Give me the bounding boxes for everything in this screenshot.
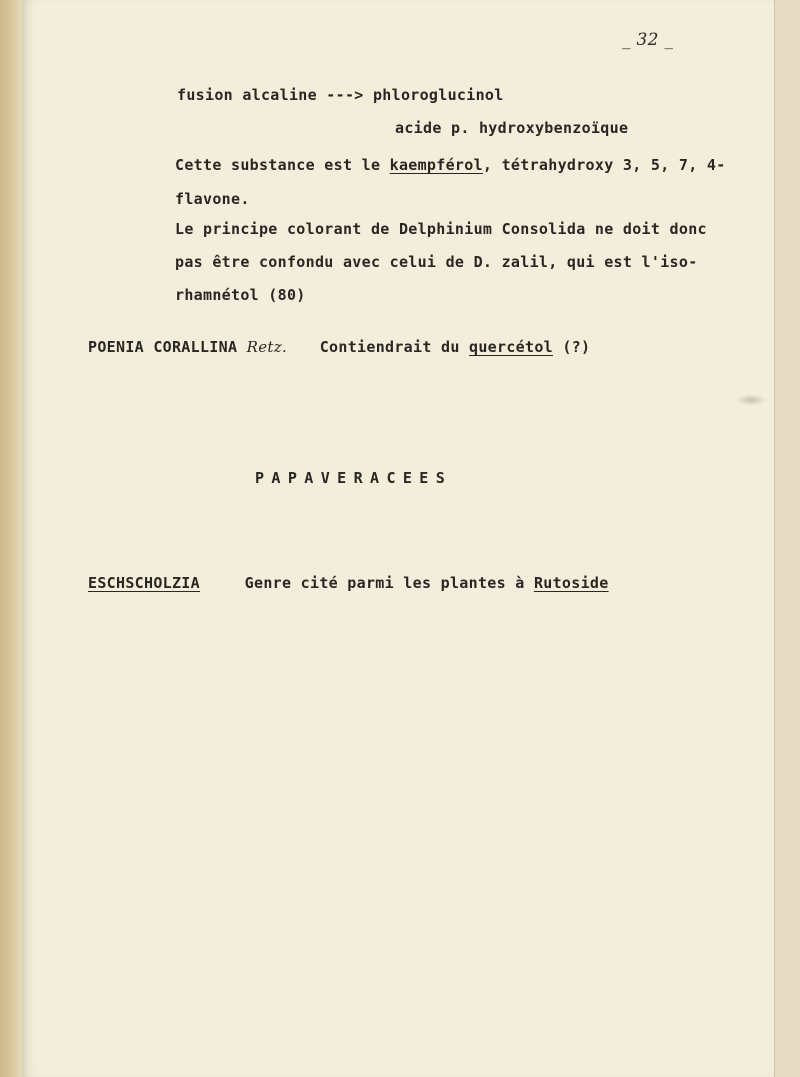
poenia-name: POENIA CORALLINA [88,338,238,356]
page-number: _ 32 _ [622,30,674,50]
rutoside-term: Rutoside [533,574,609,592]
text-line-fusion: fusion alcaline ---> phloroglucinol [177,86,504,104]
entry-poenia [88,338,590,356]
text-line-principe: Le principe colorant de Delphinium Consolida ne doit donc [175,220,707,238]
binding-spine [0,0,22,1077]
text-line-acide: acide p. hydroxybenzoïque [395,119,629,137]
cette-text-post: , tétrahydroxy 3, 5, 7, 4- [482,156,726,174]
ink-smudge [736,394,766,406]
entry-eschscholzia [88,574,609,592]
poenia-text-pre: Contiendrait du [319,338,469,356]
poenia-text-post: (?) [552,338,591,356]
text-line-rhamnetol: rhamnétol (80) [175,286,306,304]
poenia-author: Retz. [246,338,288,356]
text-line-flavone: flavone. [175,190,250,208]
eschscholzia-name: ESCHSCHOLZIA [88,574,200,592]
text-line-pas: pas être confondu avec celui de D. zalil, qui est l'iso- [175,253,698,271]
kaempferol-term: kaempférol [389,156,483,174]
text-line-cette [175,156,726,174]
cette-text-pre: Cette substance est le [175,156,390,174]
page-edge [774,0,800,1077]
section-heading: PAPAVERACEES [255,469,453,487]
esch-text-pre: Genre cité parmi les plantes à [244,574,534,592]
quercetol-term: quercétol [469,338,553,356]
